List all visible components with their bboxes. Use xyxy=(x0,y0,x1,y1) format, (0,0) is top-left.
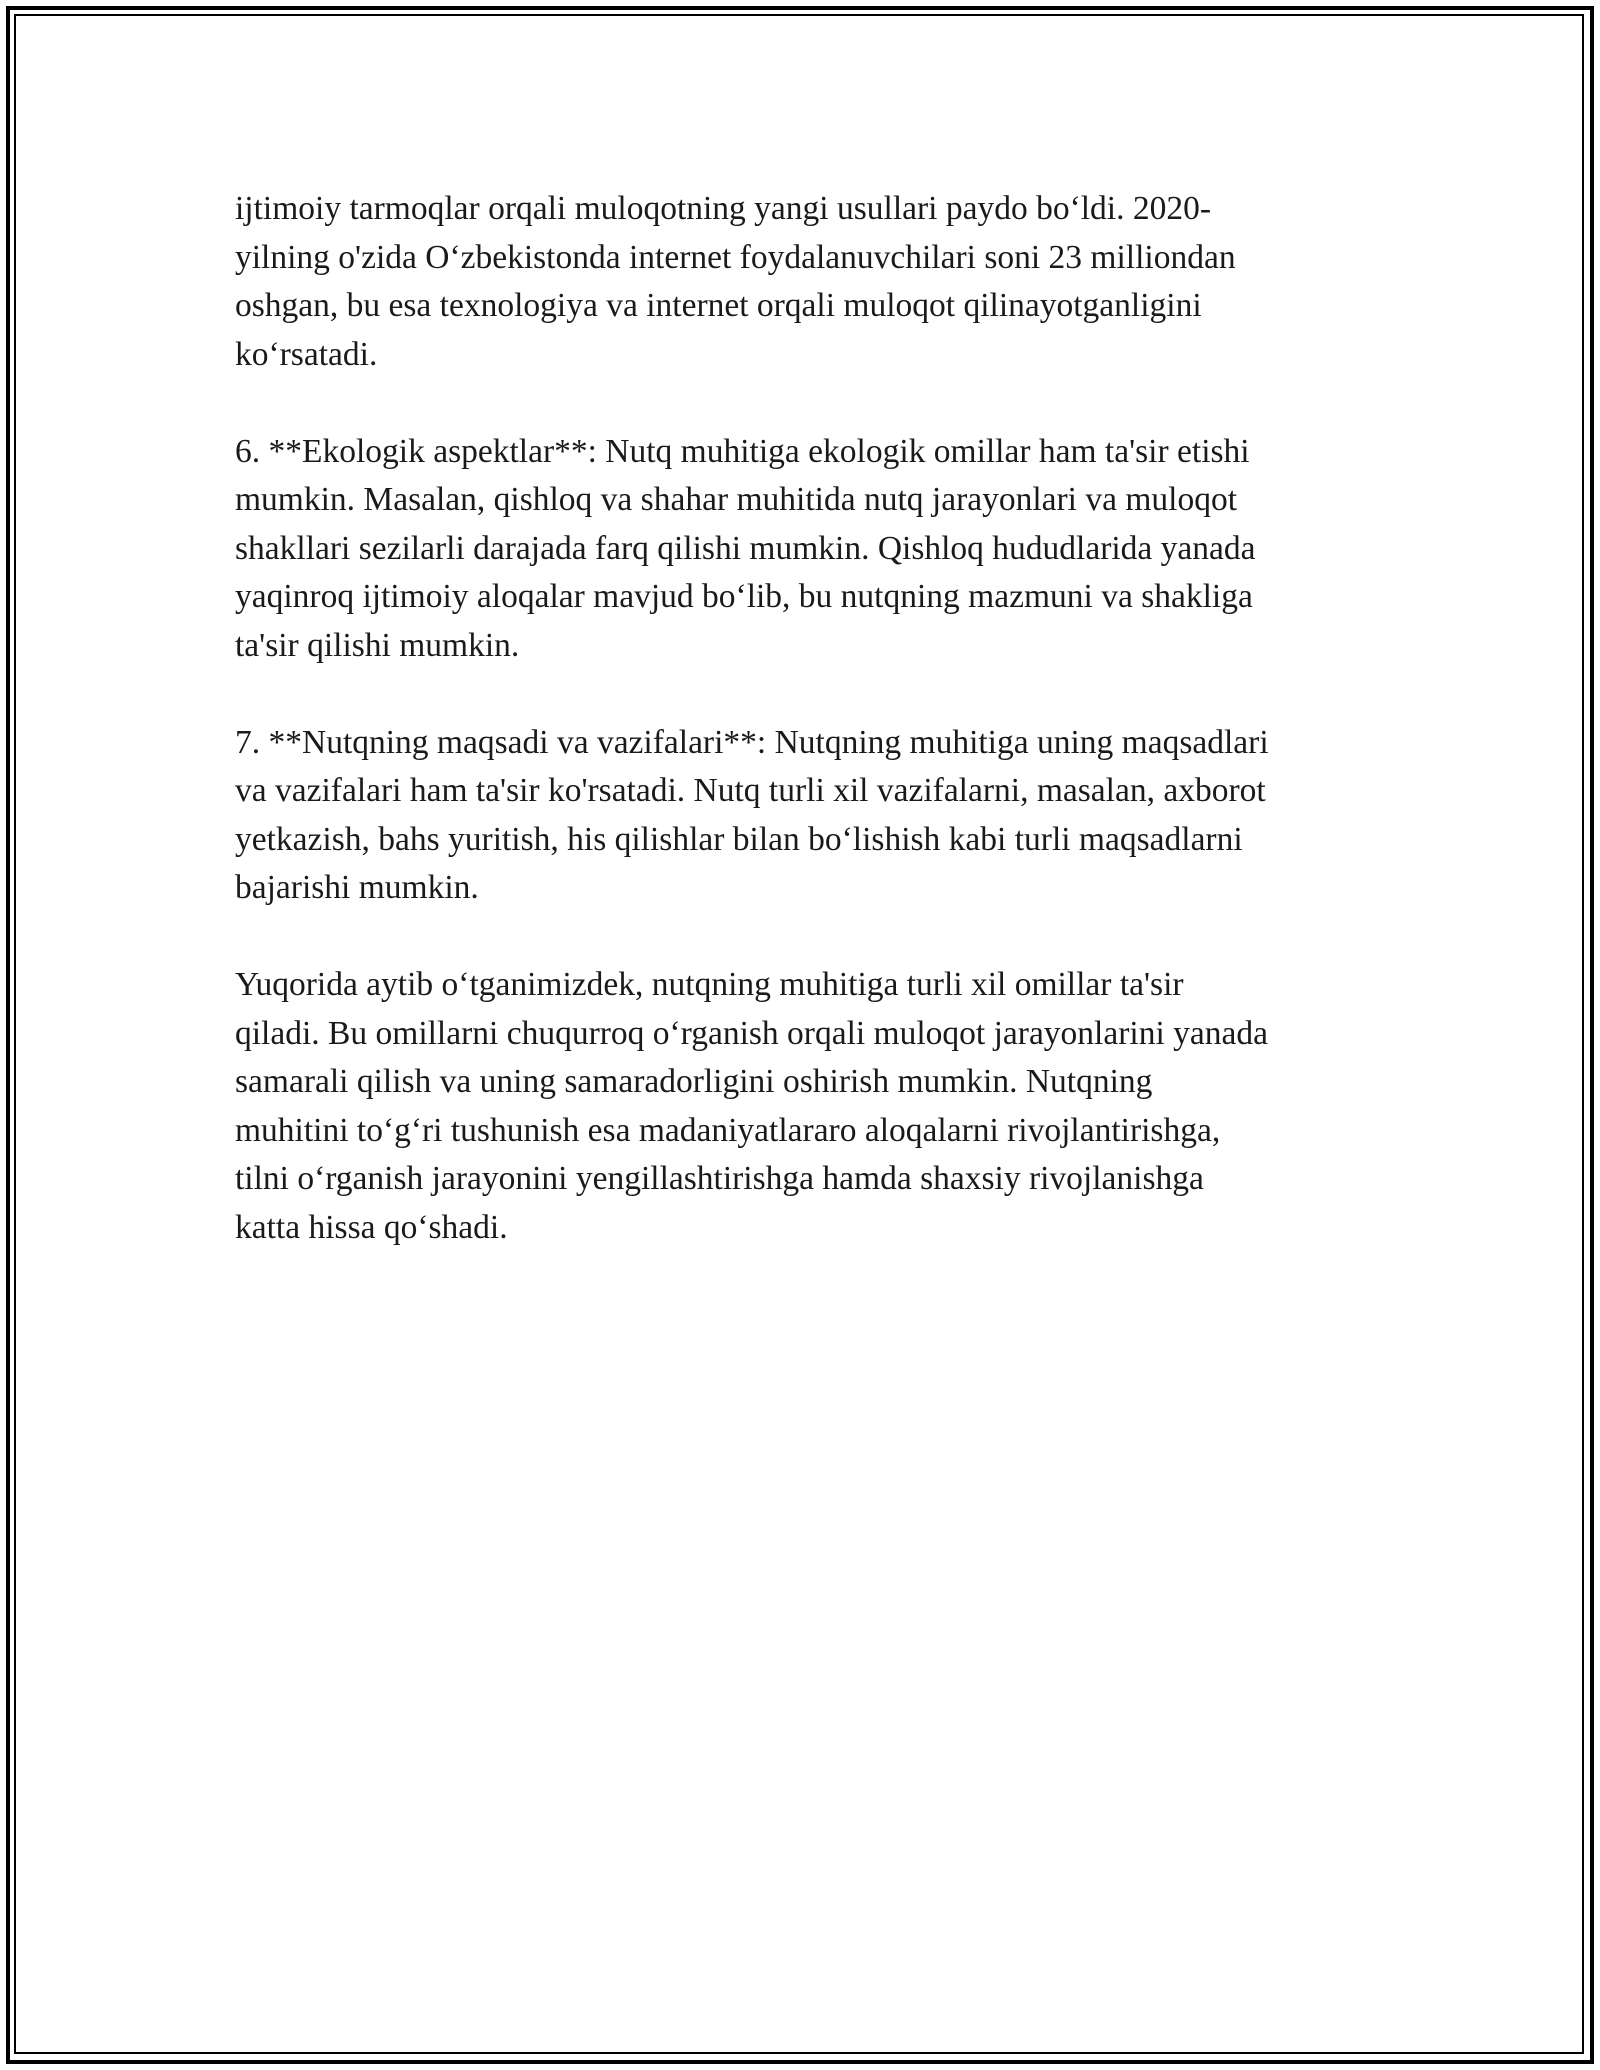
paragraph-social-networks: ijtimoiy tarmoqlar orqali muloqotning yangi usullari paydo bo‘ldi. 2020- yilning o'zida O‘zbekistonda internet foydalanuvchilari soni 23 milliondan oshgan, bu esa texnologiya va internet orqali muloqot qilinayotganligini ko‘rsatadi. xyxy=(235,190,1236,373)
paragraph-conclusion: Yuqorida aytib o‘tganimizdek, nutqning muhitiga turli xil omillar ta'sir qiladi. Bu omillarni chuqurroq o‘rganish orqali muloqot jarayonlarini yanada samarali qilish va uning samaradorligini oshirish mumkin. Nutqning muhitini to‘g‘ri tushunish esa madaniyatlararo aloqalarni rivojlantirishga, tilni o‘rganish jarayonini yengillashtirishga hamda shaxsiy rivojlanishga katta hissa qo‘shadi. xyxy=(235,966,1268,1246)
paragraph-speech-purpose: 7. **Nutqning maqsadi va vazifalari**: Nutqning muhitiga uning maqsadlari va vazifalari ham ta'sir ko'rsatadi. Nutq turli xil vazifalarni, masalan, axborot yetkazish, bahs yuritish, his qilishlar bilan bo‘lishish kabi turli maqsadlarni bajarishi mumkin. xyxy=(235,723,1269,906)
paragraph-ecological-aspects: 6. **Ekologik aspektlar**: Nutq muhitiga ekologik omillar ham ta'sir etishi mumkin. Masalan, qishloq va shahar muhitida nutq jarayonlari va muloqot shakllari sezilarli darajada farq qilishi mumkin. Qishloq hududlarida yanada yaqinroq ijtimoiy aloqalar mavjud bo‘lib, bu nutqning mazmuni va shakliga ta'sir qilishi mumkin. xyxy=(235,432,1256,664)
document-body xyxy=(235,185,1375,1301)
